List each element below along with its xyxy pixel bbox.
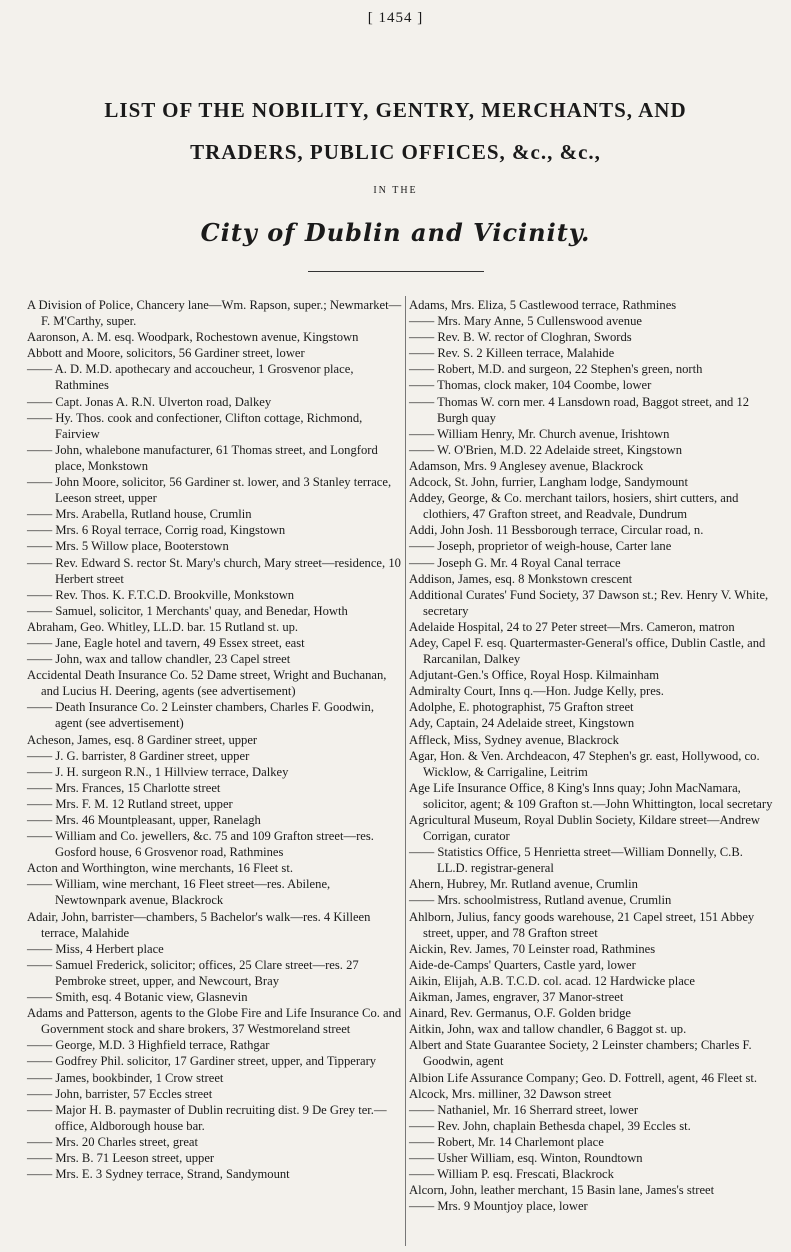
directory-entry: —— Samuel, solicitor, 1 Merchants' quay, and Benedar, Howth bbox=[27, 603, 348, 618]
directory-entry: —— William Henry, Mr. Church avenue, Irishtown bbox=[409, 426, 670, 441]
directory-entry: Acheson, James, esq. 8 Gardiner street, upper bbox=[27, 732, 258, 747]
directory-entry: —— Robert, M.D. and surgeon, 22 Stephen's green, north bbox=[409, 362, 703, 377]
directory-entry: Aikin, Elijah, A.B. T.C.D. col. acad. 12 Hardwicke place bbox=[409, 973, 695, 988]
directory-entry: —— Mrs. Arabella, Rutland house, Crumlin bbox=[27, 507, 252, 522]
directory-entry: Addi, John Josh. 11 Bessborough terrace, Circular road, n. bbox=[409, 523, 704, 538]
directory-entry: Accidental Death Insurance Co. 52 Dame street, Wright and Buchanan, and Lucius H. Deering, agents (see advertisement) bbox=[27, 668, 387, 699]
directory-entry: Aickin, Rev. James, 70 Leinster road, Rathmines bbox=[409, 941, 656, 956]
directory-entry: Adelaide Hospital, 24 to 27 Peter street—Mrs. Cameron, matron bbox=[409, 619, 735, 634]
directory-entry: —— Robert, Mr. 14 Charlemont place bbox=[409, 1134, 604, 1149]
directory-entry: Alcock, Mrs. milliner, 32 Dawson street bbox=[409, 1086, 612, 1101]
directory-entry: Adcock, St. John, furrier, Langham lodge, Sandymount bbox=[409, 475, 688, 490]
directory-entry: —— William P. esq. Frescati, Blackrock bbox=[409, 1167, 614, 1182]
directory-entry: Additional Curates' Fund Society, 37 Dawson st.; Rev. Henry V. White, secretary bbox=[409, 587, 769, 618]
directory-entry: —— Smith, esq. 4 Botanic view, Glasnevin bbox=[27, 990, 248, 1005]
directory-entry: Agar, Hon. & Ven. Archdeacon, 47 Stephen's gr. east, Hollywood, co. Wicklow, & Carrigaline, Leitrim bbox=[409, 748, 760, 779]
directory-entry: —— Usher William, esq. Winton, Roundtown bbox=[409, 1150, 643, 1165]
directory-entry: Abraham, Geo. Whitley, LL.D. bar. 15 Rutland st. up. bbox=[27, 619, 299, 634]
directory-entry: —— Rev. S. 2 Killeen terrace, Malahide bbox=[409, 346, 615, 361]
directory-entry: Adair, John, barrister—chambers, 5 Bachelor's walk—res. 4 Killeen terrace, Malahide bbox=[27, 909, 371, 940]
directory-entry: —— W. O'Brien, M.D. 22 Adelaide street, Kingstown bbox=[409, 442, 683, 457]
directory-entry: Adams and Patterson, agents to the Globe Fire and Life Insurance Co. and Government stock and share brokers, 37 Westmoreland street bbox=[27, 1006, 402, 1037]
directory-entry: Adams, Mrs. Eliza, 5 Castlewood terrace, Rathmines bbox=[409, 298, 677, 312]
directory-entry: —— Mrs. E. 3 Sydney terrace, Strand, Sandymount bbox=[27, 1167, 290, 1182]
directory-entry: —— Major H. B. paymaster of Dublin recruiting dist. 9 De Grey ter.—office, Aldborough house bar. bbox=[27, 1102, 387, 1133]
directory-entry: —— Godfrey Phil. solicitor, 17 Gardiner street, upper, and Tipperary bbox=[27, 1054, 377, 1069]
directory-entry: —— John, barrister, 57 Eccles street bbox=[27, 1086, 213, 1101]
directory-entry: —— Mrs. 5 Willow place, Booterstown bbox=[27, 539, 229, 554]
directory-entry: —— John, wax and tallow chandler, 23 Capel street bbox=[27, 652, 291, 667]
directory-entry: —— J. G. barrister, 8 Gardiner street, upper bbox=[27, 748, 250, 763]
directory-entry: —— Samuel Frederick, solicitor; offices, 25 Clare street—res. 27 Pembroke street, upper, and Newcourt, Bray bbox=[27, 957, 359, 988]
directory-entry: —— Mrs. 46 Mountpleasant, upper, Ranelagh bbox=[27, 813, 261, 827]
directory-entry: —— Nathaniel, Mr. 16 Sherrard street, lower bbox=[409, 1102, 639, 1117]
directory-entry: —— Mrs. 6 Royal terrace, Corrig road, Kingstown bbox=[27, 523, 286, 538]
directory-entry: Albert and State Guarantee Society, 2 Leinster chambers; Charles F. Goodwin, agent bbox=[409, 1038, 752, 1069]
directory-entry: Adey, Capel F. esq. Quartermaster-General's office, Dublin Castle, and Rarcanilan, Dalkey bbox=[409, 635, 766, 667]
page-title-line-3: IN THE bbox=[373, 185, 418, 196]
right-column bbox=[409, 297, 773, 1214]
directory-entry: —— Death Insurance Co. 2 Leinster chambers, Charles F. Goodwin, agent (see advertisement) bbox=[27, 700, 374, 731]
directory-entry: —— William, wine merchant, 16 Fleet street—res. Abilene, Newtownpark avenue, Blackrock bbox=[27, 877, 331, 908]
directory-entry: —— Rev. Edward S. rector St. Mary's church, Mary street—residence, 10 Herbert street bbox=[27, 555, 401, 586]
directory-entry: Alcorn, John, leather merchant, 15 Basin lane, James's street bbox=[409, 1183, 715, 1198]
directory-entry: Acton and Worthington, wine merchants, 16 Fleet st. bbox=[27, 861, 293, 876]
directory-entry: Abbott and Moore, solicitors, 56 Gardiner street, lower bbox=[27, 346, 305, 361]
directory-entry: —— Mrs. Mary Anne, 5 Cullenswood avenue bbox=[409, 314, 642, 329]
directory-entry: —— Thomas, clock maker, 104 Coombe, lower bbox=[409, 378, 652, 393]
directory-entry: —— Mrs. B. 71 Leeson street, upper bbox=[27, 1150, 215, 1165]
directory-entry: Admiralty Court, Inns q.—Hon. Judge Kelly, pres. bbox=[409, 684, 664, 699]
page-title-line-2: TRADERS, PUBLIC OFFICES, &c., &c., bbox=[190, 140, 601, 164]
directory-entry: Adolphe, E. photographist, 75 Grafton street bbox=[409, 700, 634, 715]
directory-entry: Adamson, Mrs. 9 Anglesey avenue, Blackrock bbox=[409, 458, 644, 473]
directory-entry: —— Rev. John, chaplain Bethesda chapel, 39 Eccles st. bbox=[409, 1118, 691, 1133]
directory-entry: —— Thomas W. corn mer. 4 Lansdown road, Baggot street, and 12 Burgh quay bbox=[409, 394, 750, 425]
directory-entry: Albion Life Assurance Company; Geo. D. Fottrell, agent, 46 Fleet st. bbox=[409, 1070, 758, 1085]
directory-entry: —— Rev. B. W. rector of Cloghran, Swords bbox=[409, 330, 632, 345]
column-divider bbox=[405, 296, 406, 1246]
title-rule bbox=[308, 271, 484, 272]
directory-entry: —— William and Co. jewellers, &c. 75 and 109 Grafton street—res. Gosford house, 6 Grosvenor road, Rathmines bbox=[27, 829, 374, 860]
directory-entry: —— Mrs. schoolmistress, Rutland avenue, Crumlin bbox=[409, 893, 672, 908]
directory-entry: —— Jane, Eagle hotel and tavern, 49 Essex street, east bbox=[27, 635, 305, 650]
directory-entry: Aide-de-Camps' Quarters, Castle yard, lower bbox=[409, 957, 636, 972]
directory-entry: Ahern, Hubrey, Mr. Rutland avenue, Crumlin bbox=[409, 877, 638, 892]
directory-entry: A Division of Police, Chancery lane—Wm. Rapson, super.; Newmarket—F. M'Carthy, super. bbox=[27, 298, 402, 329]
directory-entry: —— James, bookbinder, 1 Crow street bbox=[27, 1070, 224, 1085]
directory-entry: Ady, Captain, 24 Adelaide street, Kingstown bbox=[409, 716, 635, 731]
directory-entry: Ainard, Rev. Germanus, O.F. Golden bridge bbox=[409, 1006, 632, 1021]
directory-entry: Aitkin, John, wax and tallow chandler, 6 Baggot st. up. bbox=[409, 1022, 687, 1037]
directory-entry: Aaronson, A. M. esq. Woodpark, Rochestown avenue, Kingstown bbox=[27, 330, 359, 345]
directory-entry: Ahlborn, Julius, fancy goods warehouse, 21 Capel street, 151 Abbey street, upper, and 78 Grafton street bbox=[409, 909, 755, 940]
left-column bbox=[27, 297, 404, 1182]
directory-entry: Aikman, James, engraver, 37 Manor-street bbox=[409, 990, 624, 1005]
directory-entry: Addison, James, esq. 8 Monkstown crescent bbox=[409, 571, 633, 586]
directory-entry: —— George, M.D. 3 Highfield terrace, Rathgar bbox=[27, 1038, 270, 1053]
directory-entry: —— A. D. M.D. apothecary and accoucheur, 1 Grosvenor place, Rathmines bbox=[27, 362, 354, 393]
directory-entry: Adjutant-Gen.'s Office, Royal Hosp. Kilmainham bbox=[409, 668, 660, 683]
page-number: [ 1454 ] bbox=[367, 10, 424, 26]
directory-entry: —— Rev. Thos. K. F.T.C.D. Brookville, Monkstown bbox=[27, 587, 295, 602]
directory-entry: Agricultural Museum, Royal Dublin Society, Kildare street—Andrew Corrigan, curator bbox=[409, 813, 761, 844]
directory-entry: —— Statistics Office, 5 Henrietta street—William Donnelly, C.B. LL.D. registrar-general bbox=[409, 845, 743, 876]
directory-entry: Addey, George, & Co. merchant tailors, hosiers, shirt cutters, and clothiers, 47 Grafton street, and Readvale, Dundrum bbox=[409, 491, 739, 522]
page-title-line-4: City of Dublin and Vicinity. bbox=[200, 218, 591, 247]
directory-entry: Age Life Insurance Office, 8 King's Inns quay; John MacNamara, solicitor, agent; & 109 Grafton st.—John Whittington, local secretary bbox=[409, 780, 773, 811]
directory-entry: —— John, whalebone manufacturer, 61 Thomas street, and Longford place, Monkstown bbox=[27, 442, 378, 473]
directory-entry: —— Mrs. 20 Charles street, great bbox=[27, 1134, 199, 1149]
directory-entry: —— John Moore, solicitor, 56 Gardiner st. lower, and 3 Stanley terrace, Leeson street, upper bbox=[27, 475, 392, 506]
directory-entry: —— Joseph, proprietor of weigh-house, Carter lane bbox=[409, 539, 672, 554]
directory-entry: —— Joseph G. Mr. 4 Royal Canal terrace bbox=[409, 555, 621, 570]
directory-entry: —— Mrs. 9 Mountjoy place, lower bbox=[409, 1199, 588, 1214]
directory-entry: —— Mrs. F. M. 12 Rutland street, upper bbox=[27, 796, 233, 811]
directory-entry: —— Capt. Jonas A. R.N. Ulverton road, Dalkey bbox=[27, 394, 272, 409]
page-title-line-1: LIST OF THE NOBILITY, GENTRY, MERCHANTS, AND bbox=[104, 98, 687, 122]
directory-entry: —— J. H. surgeon R.N., 1 Hillview terrace, Dalkey bbox=[27, 764, 289, 779]
directory-entry: —— Miss, 4 Herbert place bbox=[27, 941, 164, 956]
directory-entry: —— Hy. Thos. cook and confectioner, Clifton cottage, Richmond, Fairview bbox=[27, 410, 363, 441]
directory-entry: —— Mrs. Frances, 15 Charlotte street bbox=[27, 780, 221, 795]
directory-entry: Affleck, Miss, Sydney avenue, Blackrock bbox=[409, 732, 619, 747]
